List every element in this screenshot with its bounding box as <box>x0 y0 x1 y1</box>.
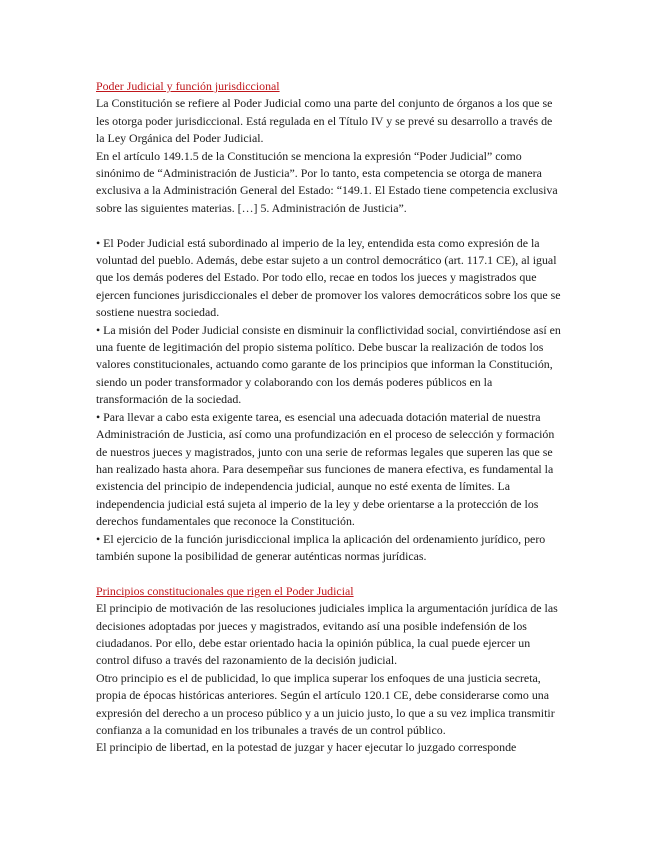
paragraph: El principio de libertad, en la potestad de juzgar y hacer ejecutar lo juzgado corresponde <box>96 740 517 755</box>
bullet-paragraph: • El Poder Judicial está subordinado al imperio de la ley, entendida esta como expresión de la voluntad del pueblo. Además, debe estar sujeto a un control democrático (art. 117.1 CE), al igual que los demás poderes del Estado. Por todo ello, recae en todos los jueces y magistrados que ejercen funciones jurisdiccionales el deber de promover los valores democráticos sobre los que se sostiene nuestra sociedad. <box>96 235 561 320</box>
section-heading-text: Poder Judicial y función jurisdiccional <box>96 79 280 93</box>
section-heading-principios <box>96 583 561 600</box>
blank-line <box>96 565 561 582</box>
paragraph: Otro principio es el de publicidad, lo que implica superar los enfoques de una justicia secreta, propia de épocas históricas anteriores. Según el artículo 120.1 CE, debe considerarse como una expresión del derecho a un proceso público y a un juicio justo, lo que a su vez implica transmitir confianza a la comunidad en los tribunales a través de un control público. <box>96 670 555 737</box>
paragraph: El principio de motivación de las resoluciones judiciales implica la argumentación jurídica de las decisiones adoptadas por jueces y magistrados, evitando así una posible indefensión de los ciudadanos. Por ello, debe estar orientado hacia la opinión pública, la cual puede ejercer un control difuso a través del razonamiento de la decisión judicial. <box>96 601 558 668</box>
section-heading-poder-judicial <box>96 78 561 95</box>
section-heading-text: Principios constitucionales que rigen el Poder Judicial <box>96 583 354 598</box>
paragraph: La Constitución se refiere al Poder Judicial como una parte del conjunto de órganos a los que se les otorga poder jurisdiccional. Está regulada en el Título IV y se prevé su desarrollo a través de la Ley Orgánica del Poder Judicial. <box>96 96 553 146</box>
bullet-paragraph: • La misión del Poder Judicial consiste en disminuir la conflictividad social, convirtiéndose así en una fuente de legitimación del propio sistema político. Debe buscar la realización de todos los valores constitucionales, actuando como garante de los principios que informan la Constitución, siendo un poder transformador y colaborando con los demás poderes públicos en la transformación de la sociedad. <box>96 322 561 407</box>
bullet-paragraph: • Para llevar a cabo esta exigente tarea, es esencial una adecuada dotación material de nuestra Administración de Justicia, así como una profundización en el proceso de selección y formación de nuestros jueces y magistrados, junto con una serie de reformas legales que superen las que se han realizado hasta ahora. Para desempeñar sus funciones de manera efectiva, es fundamental la existencia del principio de independencia judicial, aunque no esté exenta de límites. La independencia judicial está sujeta al imperio de la ley y debe orientarse a la protección de los derechos fundamentales que reconoce la Constitución. <box>96 409 555 529</box>
paragraph: En el artículo 149.1.5 de la Constitución se menciona la expresión “Poder Judicial” como sinónimo de “Administración de Justicia”. Por lo tanto, esta competencia se otorga de manera exclusiva a la Administración General del Estado: “149.1. El Estado tiene competencia exclusiva sobre las siguientes materias. […] 5. Administración de Justicia”. <box>96 148 558 215</box>
document-body <box>96 78 561 757</box>
blank-line <box>96 217 561 234</box>
bullet-paragraph: • El ejercicio de la función jurisdiccional implica la aplicación del ordenamiento jurídico, pero también supone la posibilidad de generar auténticas normas jurídicas. <box>96 531 546 563</box>
